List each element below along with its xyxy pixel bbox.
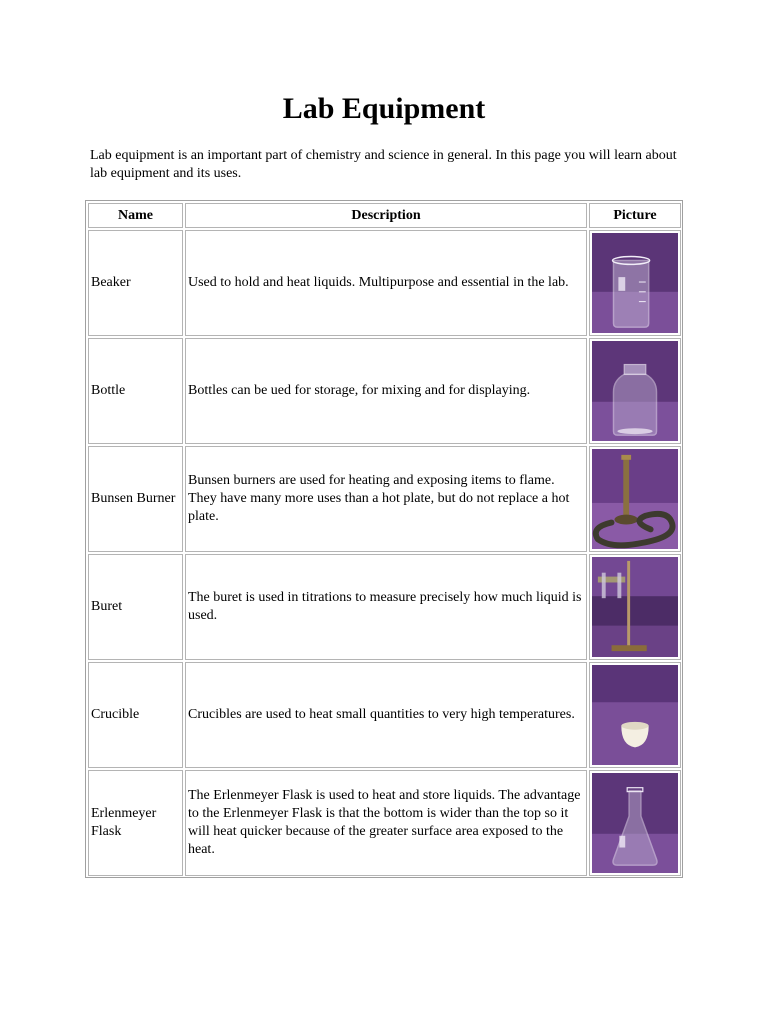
bottle-picture-cell bbox=[589, 338, 681, 444]
bunsen-burner-photo bbox=[592, 449, 678, 549]
equipment-table bbox=[85, 200, 683, 878]
row-description: Crucibles are used to heat small quantities to very high temperatures. bbox=[185, 662, 587, 768]
row-name: Crucible bbox=[88, 662, 183, 768]
bottle-photo bbox=[592, 341, 678, 441]
bunsen-burner-picture-cell bbox=[589, 446, 681, 552]
intro-paragraph: Lab equipment is an important part of chemistry and science in general. In this page you will learn about lab equipment and its uses. bbox=[90, 148, 677, 181]
row-name: Beaker bbox=[88, 230, 183, 336]
header-description: Description bbox=[185, 203, 587, 228]
header-picture: Picture bbox=[589, 203, 681, 228]
buret-picture-cell bbox=[589, 554, 681, 660]
row-name: Bunsen Burner bbox=[88, 446, 183, 552]
row-name: Buret bbox=[88, 554, 183, 660]
row-description: Used to hold and heat liquids. Multipurpose and essential in the lab. bbox=[185, 230, 587, 336]
row-name: Erlenmeyer Flask bbox=[88, 770, 183, 876]
row-description: Bunsen burners are used for heating and exposing items to flame. They have many more uses than a hot plate, but do not replace a hot plate. bbox=[185, 446, 587, 552]
beaker-photo bbox=[592, 233, 678, 333]
row-name: Bottle bbox=[88, 338, 183, 444]
header-name: Name bbox=[88, 203, 183, 228]
crucible-photo bbox=[592, 665, 678, 765]
row-description: The buret is used in titrations to measure precisely how much liquid is used. bbox=[185, 554, 587, 660]
row-description: Bottles can be ued for storage, for mixing and for displaying. bbox=[185, 338, 587, 444]
row-description: The Erlenmeyer Flask is used to heat and store liquids. The advantage to the Erlenmeyer Flask is that the bottom is wider than the top so it will heat quicker because of the greater surface area exposed to the heat. bbox=[185, 770, 587, 876]
erlenmeyer-flask-picture-cell bbox=[589, 770, 681, 876]
erlenmeyer-flask-photo bbox=[592, 773, 678, 873]
buret-photo bbox=[592, 557, 678, 657]
crucible-picture-cell bbox=[589, 662, 681, 768]
beaker-picture-cell bbox=[589, 230, 681, 336]
page-title: Lab Equipment bbox=[282, 92, 486, 125]
